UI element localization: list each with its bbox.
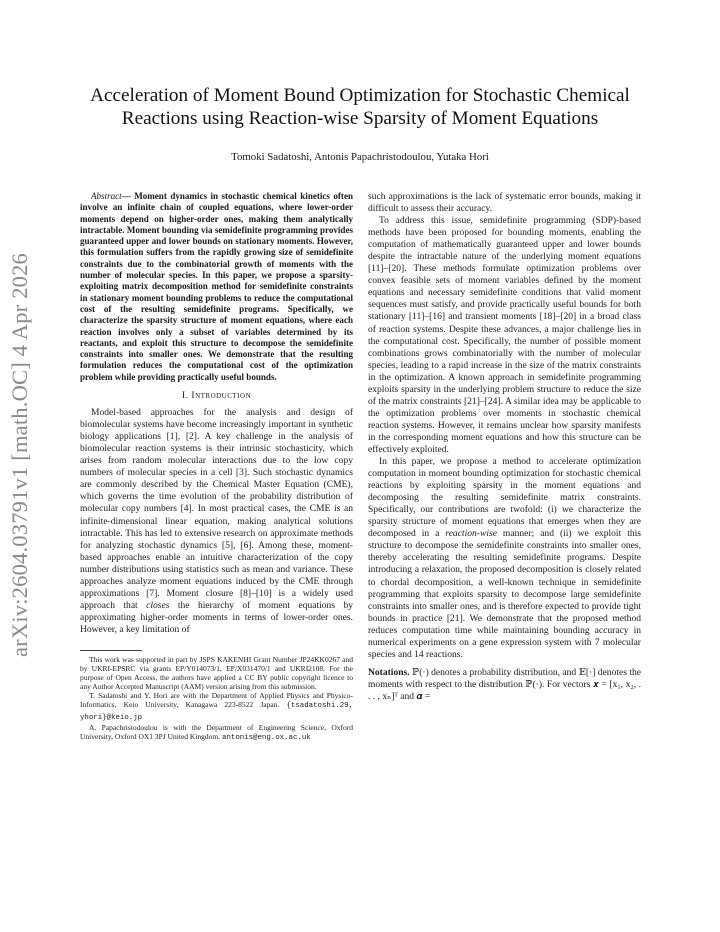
footnote-email-oxford: antonis@eng.ox.ac.uk (222, 733, 311, 742)
intro-paragraph-1-emphasis: closes (146, 599, 170, 611)
intro-paragraph-1-text-b: the hierarchy of moment equations by approximating higher-order moments in terms of lower-order ones. However, a key limitation of (80, 599, 354, 635)
intro-paragraph-1 (80, 407, 353, 636)
section-title: Introduction (191, 390, 252, 402)
title-line-1: Acceleration of Moment Bound Optimization for Stochastic Chemical (90, 85, 630, 106)
footnote-affiliation-oxford (80, 723, 353, 743)
author-list: Tomoki Sadatoshi, Antonis Papachristodoulou, Yutaka Hori (231, 151, 489, 163)
footnote-affiliation-keio-text: T. Sadatoshi and Y. Hori are with the Department of Applied Physics and Physico-Informatics, Keio University, Kanagawa 223-8522 Japan. (80, 691, 353, 710)
footnote-affiliation-keio (80, 691, 353, 722)
right-paragraph-2: To address this issue, semidefinite programming (SDP)-based methods have been proposed for bounding moments, enabling the computation of mathematically guaranteed upper and lower bounds despite the intractable nature of the underlying moment equations [11]–[20]. These methods formulate optimization problems over convex feasible sets of moment variables defined by the moment equations and necessary semidefinite conditions that valid moment sequences must satisfy, and provide practically useful bounds for both stationary [11]–[16] and transient moments [18]–[20] in a broad class of reaction systems. Despite these advances, a major challenge lies in the computational cost. Specifically, the number of possible moment combinations grows combinatorially with the number of molecular species, leading to a rapid increase in the size of the matrix constraints in the optimization. A known approach in semidefinite programming exploits sparsity in the underlying problem structure to reduce the size of the matrix constraints [21]–[24]. A similar idea may be applicable to the optimization problems over moments in stochastic chemical reaction systems. However, it remains unclear how sparsity manifests in the corresponding moment equations and how this structure can be effectively exploited. (368, 215, 641, 455)
footnotes (80, 655, 353, 743)
abstract (80, 191, 353, 383)
section-number: I. (181, 390, 189, 402)
right-paragraph-1: such approximations is the lack of systematic error bounds, making it difficult to assess their accuracy. (368, 191, 641, 215)
abstract-text: Moment dynamics in stochastic chemical kinetics often involve an infinite chain of coupled equations, where lower-order moments depend on higher-order ones, making them analytically intractable. Moment bounding via semidefinite programming provides guaranteed upper and lower bounds on stationary moments. However, this formulation suffers from the rapidly growing size of semidefinite constraints due to the combinatorial growth of moments with the number of molecular species. In this paper, we propose a sparsity-exploiting matrix decomposition method for semidefinite constraints in stationary moment bounding problems to reduce the computational cost of the resulting semidefinite programs. Specifically, we characterize the sparsity structure of moment equations, where each reaction involves only a subset of variables determined by its reactants, and exploit this structure to decompose the semidefinite constraints into smaller ones. We demonstrate that the resulting formulation reduces the computational cost of the optimization problem while providing practically useful bounds. (80, 191, 353, 382)
notations-text: ℙ(·) denotes a probability distribution, and 𝔼[·] denotes the moments with respect to the distribution ℙ(·). For vectors 𝒙 = [x₁, x₂, . . . , xₙ]ᵀ and 𝜶 = (368, 666, 641, 702)
notations-label: Notations. (368, 666, 410, 678)
footnote-rule (80, 650, 142, 651)
footnote-affiliation-oxford-text: A. Papachristodoulou is with the Department of Engineering Science, Oxford University, Oxford OX1 3PJ United Kingdom. (80, 722, 353, 741)
footnote-funding: This work was supported in part by JSPS KAKENHI Grant Number JP24KK0267 and by UKRI-EPSRC via grants EP/Y014073/1, EP/X031470/1 and UKRI2108. For the purpose of Open Access, the authors have applied a CC BY public copyright licence to any Author Accepted Manuscript (AAM) version arising from this submission. (80, 654, 353, 692)
notations-paragraph (368, 667, 641, 703)
right-paragraph-3-emphasis: reaction-wise (445, 528, 497, 540)
arxiv-identifier (0, 240, 40, 670)
title-line-2: Reactions using Reaction-wise Sparsity of Moment Equations (121, 108, 599, 129)
right-column (368, 191, 641, 703)
arxiv-identifier-text: arXiv:2604.03791v1 [math.OC] 4 Apr 2026 (7, 252, 33, 658)
intro-paragraph-1-text-a: Model-based approaches for the analysis and design of biomolecular systems have become increasingly important in synthetic biology applications [1], [2]. A key challenge in the analysis of biomolecular reaction systems is their intrinsic stochasticity, which arises from random molecular interactions due to the low copy numbers of molecular species in a cell [3]. Such stochastic dynamics are commonly described by the Chemical Master Equation (CME), which governs the time evolution of the probability distribution of molecular copy numbers [4]. In most practical cases, the CME is an infinite-dimensional linear equation, making analytical solutions intractable. This has led to extensive research on approximate methods for analyzing stochastic dynamics [5], [6]. Among these, moment-based approaches enable an intuitive characterization of the copy number distributions using statistics such as mean and variance. These approaches analyze moment equations induced by the CME through approximations [7]. Moment closure [8]–[10] is a widely used approach that (80, 407, 353, 611)
paper-title (70, 84, 650, 130)
footnote-email-keio: {tsadatoshi.29, yhori}@keio.jp (80, 702, 354, 722)
right-paragraph-3-text-b: manner; and (ii) we exploit this structure to decompose the semidefinite constraints into smaller ones, thereby accelerating the resulting semidefinite programs. Despite introducing a relaxation, the proposed decomposition is closely related to chordal decomposition, a well-known technique in semidefinite programming that exploits sparsity to decompose large semidefinite constraints into smaller ones, and is therefore expected to provide tight bounds in practice [21]. We demonstrate that the proposed method reduces computation time while maintaining bounding accuracy in numerical experiments on a gene expression system with 7 molecular species and 14 reactions. (368, 528, 641, 660)
right-paragraph-3-text-a: In this paper, we propose a method to accelerate optimization computation in moment bounding optimization for stochastic chemical reactions by exploiting sparsity in the moment equations and decomposing the resulting semidefinite matrix constraints. Specifically, our contributions are twofold: (i) we characterize the sparsity structure of moment equations that emerges when they are decomposed in a (368, 456, 641, 540)
abstract-label: Abstract (91, 191, 122, 201)
abstract-dash: — (121, 191, 135, 201)
left-column (80, 191, 353, 743)
section-heading-introduction (80, 390, 353, 402)
right-paragraph-3 (368, 456, 641, 661)
